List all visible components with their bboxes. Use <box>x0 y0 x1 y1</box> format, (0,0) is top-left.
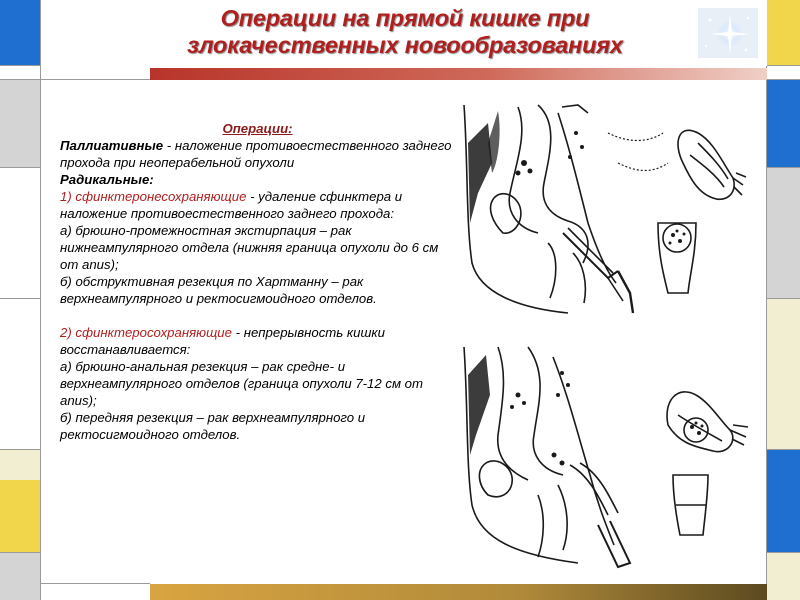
decor-square <box>0 80 40 167</box>
abdomino-anal-resection-illustration <box>458 345 758 573</box>
paragraph-spacer <box>60 307 455 324</box>
decor-square <box>0 66 40 79</box>
decor-square <box>767 168 800 298</box>
item1-label: 1) сфинктеронесохраняющие <box>60 189 247 204</box>
header-accent-bar <box>150 68 767 80</box>
item1-text: - удаление сфинктера и наложение противоестественного заднего прохода: <box>60 189 403 221</box>
item2b-paragraph: б) передняя резекция – рак верхнеампулярного и ректосигмоидного отделов. <box>60 410 366 442</box>
decor-square <box>767 0 800 65</box>
title-line-1: Операции на прямой кишке при <box>220 5 590 31</box>
item2-text: - непрерывность кишки восстанавливается: <box>60 325 385 357</box>
decor-square <box>767 553 800 600</box>
operations-heading: Операции: <box>222 121 293 136</box>
palliative-paragraph <box>60 137 455 171</box>
sparkle-icon <box>698 8 758 58</box>
item2-paragraph <box>60 324 455 358</box>
radical-label: Радикальные: <box>60 172 154 187</box>
decor-square <box>0 450 40 480</box>
decor-square <box>767 80 800 167</box>
palliative-text: - наложение противоестественного заднего прохода при неоперабельной опухоли <box>60 138 452 170</box>
title-line-2: злокачественных новообразованиях <box>187 32 623 58</box>
palliative-label: Паллиативные <box>60 138 164 153</box>
right-decor-strip <box>767 0 800 600</box>
item2a-paragraph: а) брюшно-анальная резекция – рак средне- и верхнеампулярного отделов (граница опухоли 7-12 см от anus); <box>60 359 424 408</box>
item1-paragraph <box>60 188 455 222</box>
abdominoperineal-extirpation-illustration <box>458 103 758 325</box>
item1a-paragraph: а) брюшно-промежностная экстирпация – рак нижнеампулярного отдела (нижняя граница опухоли до 6 см от anus); <box>60 223 439 272</box>
decor-square <box>0 299 40 449</box>
decor-square <box>767 299 800 449</box>
decor-square <box>0 553 40 600</box>
item2-label: 2) сфинктеросохраняющие <box>60 325 232 340</box>
operations-text <box>60 120 455 443</box>
slide-title <box>110 5 700 59</box>
decor-square <box>0 480 40 552</box>
decor-square <box>767 66 800 79</box>
decor-square <box>0 168 40 298</box>
left-decor-strip <box>0 0 40 600</box>
item1b-paragraph: б) обструктивная резекция по Хартманну – рак верхнеампулярного и ректосигмоидного отделов. <box>60 274 377 306</box>
decor-square <box>767 450 800 552</box>
decor-square <box>0 0 40 65</box>
footer-accent-bar <box>150 584 767 600</box>
